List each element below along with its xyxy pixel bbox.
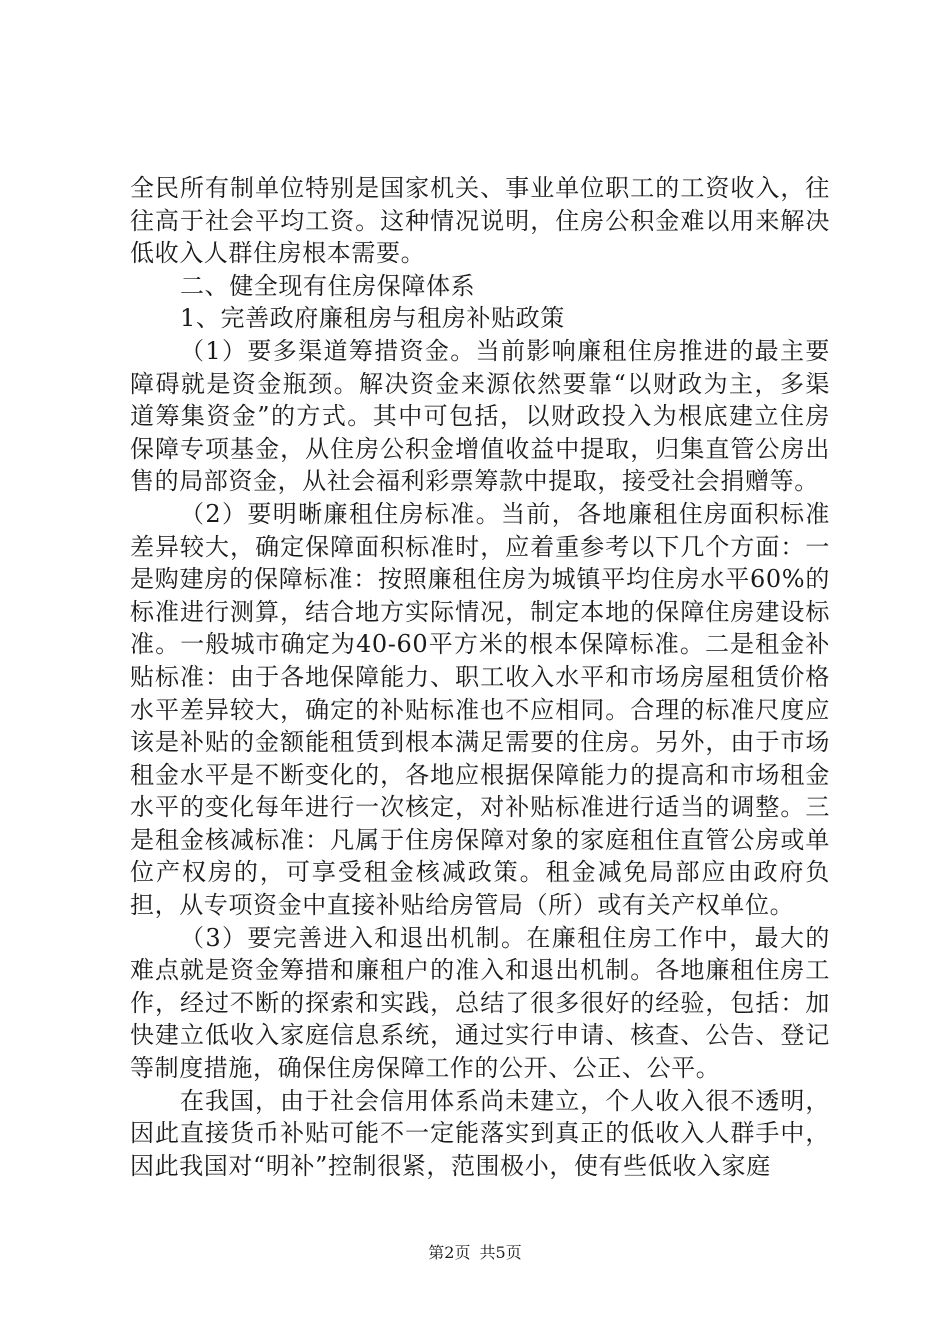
section-heading: 二、健全现有住房保障体系 [180,271,476,300]
document-body [130,172,830,1182]
paragraph-item-1: （1）要多渠道筹措资金。当前影响廉租住房推进的最主要障碍就是资金瓶颈。解决资金来源依然要靠“以财政为主，多渠道筹集资金”的方式。其中可包括，以财政投入为根底建立住房保障专项基金，从住房公积金增值收益中提取，归集直管公房出售的局部资金，从社会福利彩票筹款中提取，接受社会捐赠等。 [130,336,830,496]
page-total: 共5页 [479,1243,522,1262]
page-footer [0,1243,950,1263]
paragraph-item-3: （3）要完善进入和退出机制。在廉租住房工作中，最大的难点就是资金筹措和廉租户的准入和退出机制。各地廉租住房工作，经过不断的探索和实践，总结了很多很好的经验，包括：加快建立低收入家庭信息系统，通过实行申请、核查、公告、登记等制度措施，确保住房保障工作的公开、公正、公平。 [130,923,830,1083]
paragraph-continuation: 全民所有制单位特别是国家机关、事业单位职工的工资收入，往往高于社会平均工资。这种情况说明，住房公积金难以用来解决低收入人群住房根本需要。 [130,174,830,268]
paragraph-closing: 在我国，由于社会信用体系尚未建立，个人收入很不透明，因此直接货币补贴可能不一定能落实到真正的低收入人群手中，因此我国对“明补”控制很紧，范围极小，使有些低收入家庭 [130,1086,830,1180]
paragraph-item-2: （2）要明晰廉租住房标准。当前，各地廉租住房面积标准差异较大，确定保障面积标准时，应着重参考以下几个方面：一是购建房的保障标准：按照廉租住房为城镇平均住房水平60%的标准进行测算，结合地方实际情况，制定本地的保障住房建设标准。一般城市确定为40-60平方米的根本保障标准。二是租金补贴标准：由于各地保障能力、职工收入水平和市场房屋租赁价格水平差异较大，确定的补贴标准也不应相同。合理的标准尺度应该是补贴的金额能租赁到根本满足需要的住房。另外，由于市场租金水平是不断变化的，各地应根据保障能力的提高和市场租金水平的变化每年进行一次核定，对补贴标准进行适当的调整。三是租金核减标准：凡属于住房保障对象的家庭租住直管公房或单位产权房的，可享受租金核减政策。租金减免局部应由政府负担，从专项资金中直接补贴给房管局（所）或有关产权单位。 [130,499,830,920]
page-number: 第2页 [428,1243,471,1262]
subsection-heading: 1、完善政府廉租房与租房补贴政策 [180,304,565,333]
